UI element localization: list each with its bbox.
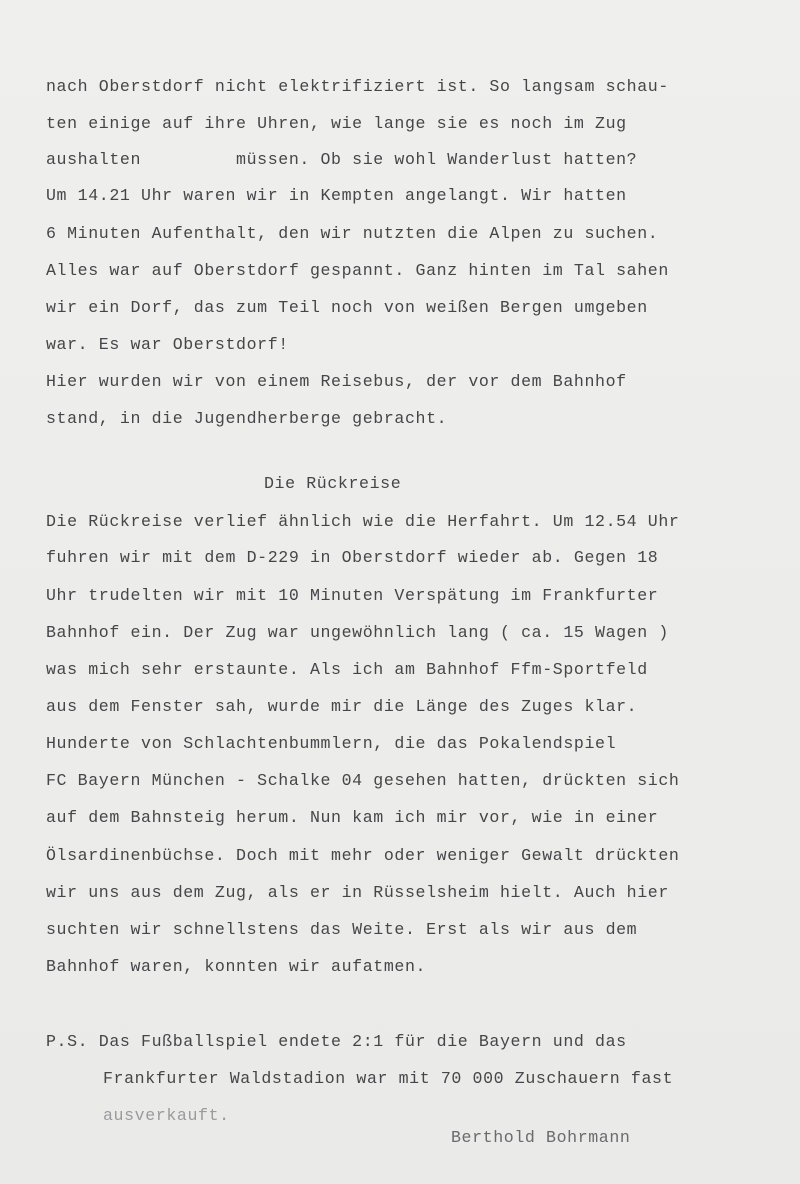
text-line: FC Bayern München - Schalke 04 gesehen hatten, drückten sich	[46, 771, 680, 790]
text-line: Hunderte von Schlachtenbummlern, die das Pokalendspiel	[46, 734, 617, 753]
text-line: ten einige auf ihre Uhren, wie lange sie es noch im Zug	[46, 114, 627, 133]
postscript-line: Frankfurter Waldstadion war mit 70 000 Zuschauern fast	[103, 1069, 674, 1088]
text-line: wir uns aus dem Zug, als er in Rüsselsheim hielt. Auch hier	[46, 883, 669, 902]
text-line: stand, in die Jugendherberge gebracht.	[46, 409, 448, 428]
text-line: Die Rückreise verlief ähnlich wie die Herfahrt. Um 12.54 Uhr	[46, 512, 680, 531]
postscript-line: ausverkauft.	[103, 1106, 230, 1125]
text-line: Um 14.21 Uhr waren wir in Kempten angelangt. Wir hatten	[46, 186, 627, 205]
text-line: aus dem Fenster sah, wurde mir die Länge des Zuges klar.	[46, 697, 638, 716]
text-line: suchten wir schnellstens das Weite. Erst als wir aus dem	[46, 920, 638, 939]
text-line: nach Oberstdorf nicht elektrifiziert ist. So langsam schau-	[46, 77, 669, 96]
text-line: war. Es war Oberstdorf!	[46, 335, 289, 354]
text-line: Ölsardinenbüchse. Doch mit mehr oder weniger Gewalt drückten	[46, 846, 680, 865]
text-line: was mich sehr erstaunte. Als ich am Bahnhof Ffm-Sportfeld	[46, 660, 648, 679]
text-line: Bahnhof waren, konnten wir aufatmen.	[46, 957, 427, 976]
text-line: Uhr trudelten wir mit 10 Minuten Verspätung im Frankfurter	[46, 586, 659, 605]
section-heading: Die Rückreise	[264, 474, 402, 493]
text-line: auf dem Bahnsteig herum. Nun kam ich mir vor, wie in einer	[46, 808, 659, 827]
text-line: aushalten müssen. Ob sie wohl Wanderlust hatten?	[46, 150, 638, 169]
text-line: 6 Minuten Aufenthalt, den wir nutzten die Alpen zu suchen.	[46, 224, 659, 243]
text-line: wir ein Dorf, das zum Teil noch von weißen Bergen umgeben	[46, 298, 648, 317]
text-line: Bahnhof ein. Der Zug war ungewöhnlich lang ( ca. 15 Wagen )	[46, 623, 669, 642]
signature: Berthold Bohrmann	[451, 1128, 631, 1147]
text-line: Alles war auf Oberstdorf gespannt. Ganz hinten im Tal sahen	[46, 261, 669, 280]
postscript-line: P.S. Das Fußballspiel endete 2:1 für die Bayern und das	[46, 1032, 627, 1051]
text-line: Hier wurden wir von einem Reisebus, der vor dem Bahnhof	[46, 372, 627, 391]
text-line: fuhren wir mit dem D-229 in Oberstdorf wieder ab. Gegen 18	[46, 548, 659, 567]
